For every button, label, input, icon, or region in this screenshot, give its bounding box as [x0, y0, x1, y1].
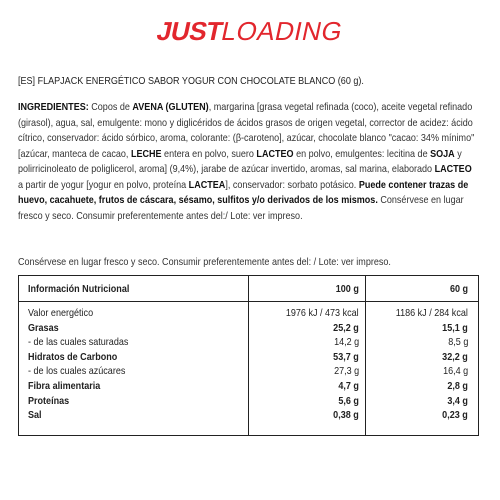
value-per-60g: 16,4 g: [442, 365, 468, 378]
value-per-100g: 14,2 g: [333, 336, 359, 349]
nutrient-label: Valor energético: [28, 307, 94, 319]
nutrient-label: Hidratos de Carbono: [28, 350, 118, 363]
ingredient-text: y polirricinoleato de poliglicerol, aroma] (9,4%), jarabe de azúcar invertido, aromas, sal marina, elaborado: [18, 147, 462, 175]
ingredient-allergen: LECHE: [130, 147, 162, 160]
nutrition-table: [18, 275, 479, 436]
ingredients-label: INGREDIENTES:: [18, 101, 89, 113]
value-per-100g: 0,38 g: [333, 409, 359, 422]
nutrient-label: - de los cuales azúcares: [28, 365, 126, 378]
ingredient-allergen: SOJA: [430, 147, 455, 160]
nutrient-label: Sal: [28, 409, 42, 422]
nutrition-table-header: [19, 276, 478, 302]
ingredient-allergen: LACTEO: [256, 147, 294, 160]
nutrition-row: [19, 322, 478, 336]
nutrient-label: Proteínas: [28, 394, 70, 407]
storage-note: Consérvese en lugar fresco y seco. Consumir preferentemente antes del: / Lote: ver impreso.: [18, 256, 391, 268]
brand-logo: [0, 16, 500, 46]
ingredient-text: Copos de: [88, 101, 133, 113]
ingredient-allergen: LACTEA: [188, 178, 226, 191]
nutrition-row: [19, 409, 478, 423]
value-per-60g: 32,2 g: [442, 350, 468, 363]
ingredients-text: [18, 101, 474, 222]
value-per-60g: 3,4 g: [447, 394, 468, 407]
value-per-100g: 5,6 g: [338, 394, 359, 407]
nutrient-label: Fibra alimentaria: [28, 380, 101, 392]
header-60g: 60 g: [449, 283, 468, 295]
ingredient-allergen: AVENA (GLUTEN): [132, 101, 209, 113]
ingredient-text: en polvo, emulgentes: lecitina de: [293, 147, 431, 160]
product-title: [ES] FLAPJACK ENERGÉTICO SABOR YOGUR CON CHOCOLATE BLANCO (60 g).: [18, 75, 364, 87]
value-per-100g: 1976 kJ / 473 kcal: [286, 307, 359, 319]
ingredient-text: Consérvese en lugar fresco y seco. Consumir preferentemente antes del:/ Lote: ver impreso.: [18, 194, 464, 222]
ingredient-text: a partir de yogur [yogur en polvo, proteína: [18, 178, 189, 191]
nutrition-row: [19, 395, 478, 409]
value-per-100g: 53,7 g: [333, 350, 359, 363]
nutrition-row: [19, 365, 478, 379]
ingredient-text: entera en polvo, suero: [161, 147, 257, 160]
ingredients-paragraph: [18, 100, 478, 224]
nutrition-row: [19, 336, 478, 350]
value-per-60g: 8,5 g: [447, 336, 468, 349]
ingredient-text: , margarina [grasa vegetal refinada (coco), aceite vegetal refinado (girasol), agua, sal, emulgente: mono y diglicéridos de ácidos grasos de origen vegetal, corrector de acidez: ácido cítrico, conservador: ácido sórbico, aroma, colorante: (β-caroteno], azúcar, chocolate blanco "cacao: 34% mínimo" [azúcar, manteca de cacao,: [18, 101, 475, 160]
value-per-60g: 2,8 g: [447, 380, 468, 392]
nutrient-label: - de las cuales saturadas: [28, 336, 129, 349]
value-per-60g: 0,23 g: [442, 409, 468, 422]
nutrition-row: [19, 380, 478, 394]
value-per-100g: 27,3 g: [333, 365, 359, 378]
ingredient-allergen: Puede contener trazas de huevo, cacahuete, frutos de cáscara, sésamo, sulfitos y/o derivados de los mismos.: [18, 178, 469, 206]
header-label: Información Nutricional: [28, 283, 130, 295]
header-100g: 100 g: [335, 283, 359, 295]
brand-logo-just: JUST: [154, 16, 226, 46]
nutrition-row: [19, 307, 478, 321]
brand-logo-loading: LOADING: [218, 16, 346, 46]
ingredient-allergen: LACTEO: [434, 163, 472, 175]
value-per-60g: 15,1 g: [442, 321, 468, 334]
nutrient-label: Grasas: [28, 321, 59, 334]
nutrition-row: [19, 351, 478, 365]
ingredient-text: ], conservador: sorbato potásico.: [225, 178, 359, 191]
value-per-100g: 4,7 g: [338, 380, 359, 392]
value-per-60g: 1186 kJ / 284 kcal: [395, 307, 468, 319]
value-per-100g: 25,2 g: [333, 321, 359, 334]
